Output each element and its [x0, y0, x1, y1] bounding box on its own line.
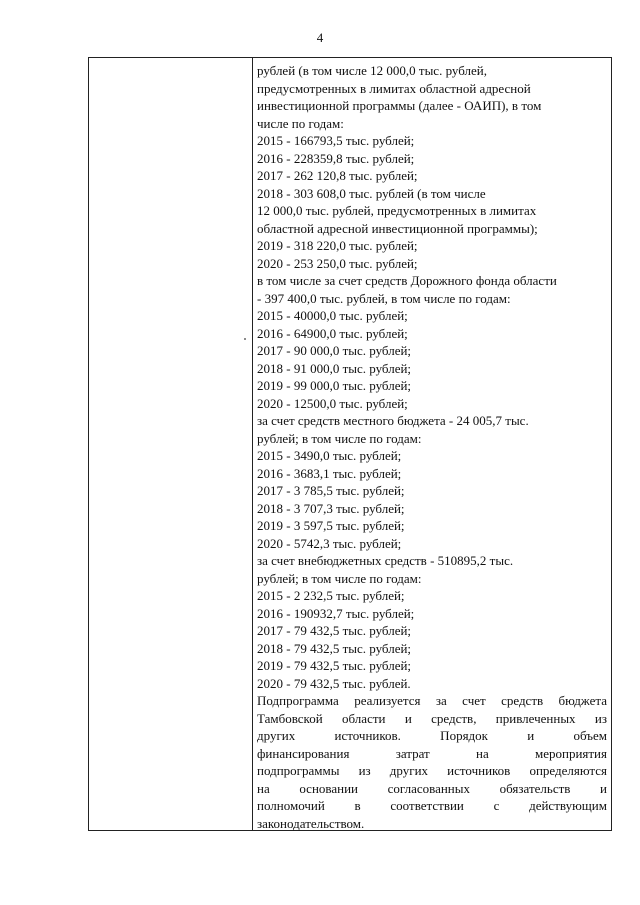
funding-line: 2016 - 64900,0 тыс. рублей; [257, 325, 408, 341]
funding-line: 2017 - 3 785,5 тыс. рублей; [257, 483, 405, 498]
funding-line: 2018 - 91 000,0 тыс. рублей; [257, 360, 412, 376]
funding-line: областной адресной инвестиционной программы); [257, 220, 538, 236]
paragraph-line-text: Подпрограмма реализуется за счет средств бюджета [257, 693, 607, 708]
funding-line: 2019 - 79 432,5 тыс. рублей; [257, 658, 412, 673]
paragraph-line-text: финансирования затрат на мероприятия [257, 745, 607, 761]
funding-line: за счет внебюджетных средств - 510895,2 тыс. [257, 553, 514, 568]
page-number: 4 [316, 30, 324, 45]
funding-line: рублей; в том числе по годам: [257, 570, 422, 586]
funding-line: предусмотренных в лимитах областной адресной [257, 80, 531, 96]
funding-table [88, 57, 612, 831]
funding-line: за счет средств местного бюджета - 24 005,7 тыс. [257, 413, 529, 428]
funding-line: 2020 - 12500,0 тыс. рублей; [257, 395, 408, 411]
funding-line: 2015 - 3490,0 тыс. рублей; [257, 448, 402, 463]
paragraph-line [257, 797, 607, 815]
paragraph-line-text: подпрограммы из других источников определяются [257, 763, 607, 778]
paragraph-line [257, 692, 607, 710]
column-divider [252, 58, 253, 830]
funding-line: 2020 - 253 250,0 тыс. рублей; [257, 255, 418, 271]
funding-line: 2020 - 79 432,5 тыс. рублей. [257, 675, 411, 691]
funding-line: 2017 - 79 432,5 тыс. рублей; [257, 623, 412, 638]
paragraph-line-text: полномочий в соответствии с действующим [257, 798, 607, 813]
paragraph-line [257, 727, 607, 745]
funding-line: 2017 - 90 000,0 тыс. рублей; [257, 343, 412, 358]
funding-line: инвестиционной программы (далее - ОАИП), в том [257, 98, 542, 113]
funding-line: в том числе за счет средств Дорожного фонда области [257, 273, 557, 288]
funding-line: 2018 - 303 608,0 тыс. рублей (в том числе [257, 185, 486, 201]
scan-speck [244, 338, 246, 340]
funding-line: 2020 - 5742,3 тыс. рублей; [257, 535, 402, 551]
table-left-cell [89, 58, 252, 830]
funding-line: 2019 - 318 220,0 тыс. рублей; [257, 238, 418, 253]
paragraph-line: законодательством. [257, 815, 365, 831]
paragraph-line [257, 780, 607, 798]
funding-lines [257, 62, 607, 692]
funding-line: 2016 - 3683,1 тыс. рублей; [257, 465, 402, 481]
funding-line: рублей; в том числе по годам: [257, 430, 422, 446]
paragraph-line [257, 745, 607, 763]
funding-line: 2017 - 262 120,8 тыс. рублей; [257, 168, 418, 183]
funding-line: 2018 - 79 432,5 тыс. рублей; [257, 640, 412, 656]
funding-text-cell [257, 62, 607, 832]
funding-line: 2016 - 190932,7 тыс. рублей; [257, 605, 415, 621]
funding-line: рублей (в том числе 12 000,0 тыс. рублей, [257, 63, 487, 78]
funding-line: - 397 400,0 тыс. рублей, в том числе по годам: [257, 290, 511, 306]
paragraph-line-text: других источников. Порядок и объем [257, 728, 607, 743]
funding-line: 12 000,0 тыс. рублей, предусмотренных в лимитах [257, 203, 537, 218]
funding-line: 2015 - 166793,5 тыс. рублей; [257, 133, 415, 148]
funding-line: 2019 - 3 597,5 тыс. рублей; [257, 518, 405, 533]
funding-line: 2016 - 228359,8 тыс. рублей; [257, 150, 415, 166]
funding-line: 2015 - 2 232,5 тыс. рублей; [257, 588, 405, 603]
paragraph-line [257, 710, 607, 728]
paragraph-line [257, 762, 607, 780]
funding-line: 2019 - 99 000,0 тыс. рублей; [257, 378, 412, 393]
funding-line: 2015 - 40000,0 тыс. рублей; [257, 308, 408, 323]
funding-line: 2018 - 3 707,3 тыс. рублей; [257, 500, 405, 516]
funding-paragraph [257, 692, 607, 832]
paragraph-line-text: Тамбовской области и средств, привлеченных из [257, 710, 607, 726]
paragraph-line-text: на основании согласованных обязательств и [257, 780, 607, 796]
funding-line: числе по годам: [257, 115, 344, 131]
